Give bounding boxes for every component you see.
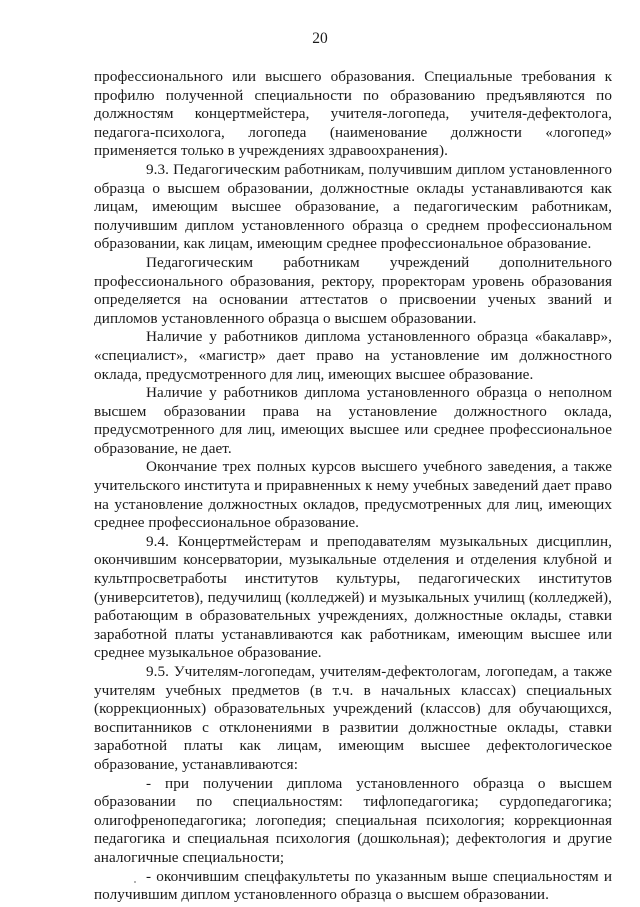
- list-item-special-faculties: - окончившим спецфакультеты по указанным выше специальностям и получившим диплом установленного образца о высшем образовании.: [94, 867, 612, 904]
- paragraph-9-5: 9.5. Учителям-логопедам, учителям-дефектологам, логопедам, а также учителям учебных предметов (в т.ч. в начальных классах) специальных (коррекционных) образовательных учреждений (классов) для обучающихся, воспитанников с отклонениями в развитии должностные оклады, ставки заработной платы как лицам, имеющим высшее дефектологическое образование, устанавливаются:: [94, 663, 612, 773]
- page-number: 20: [312, 30, 328, 47]
- scan-artifact: [134, 881, 136, 883]
- paragraph-9-3: 9.3. Педагогическим работникам, получившим диплом установленного образца о высшем образовании, должностные оклады устанавливаются как лицам, имеющим высшее образование, а педагогическим работникам, получившим диплом установленного образца о среднем профессиональном образовании, как лицам, имеющим среднее профессиональное образование.: [94, 160, 612, 253]
- paragraph-incomplete-higher: Наличие у работников диплома установленного образца о неполном высшем образовании права на установление должностного оклада, предусмотренного для лиц, имеющих высшее или среднее профессиональное образование, не дает.: [94, 384, 612, 457]
- paragraph-additional-education: Педагогическим работникам учреждений дополнительного профессионального образования, ректору, проректорам уровень образования определяется на основании аттестатов о присвоении ученых званий и дипломов установленного образца о высшем образовании.: [94, 253, 612, 327]
- paragraph-three-courses: Окончание трех полных курсов высшего учебного заведения, а также учительского института и приравненных к нему учебных заведений дает право на установление должностных окладов, предусмотренных для лиц, имеющих среднее профессиональное образование.: [94, 458, 612, 532]
- paragraph-bachelor-diploma: Наличие у работников диплома установленного образца «бакалавр», «специалист», «магистр» дает право на установление им должностного оклада, предусмотренного для лиц, имеющих высшее образование.: [94, 328, 612, 383]
- document-body: [94, 68, 612, 905]
- paragraph-9-4: 9.4. Концертмейстерам и преподавателям музыкальных дисциплин, окончившим консерватории, музыкальные отделения и отделения клубной и культпросветработы институтов культуры, педагогических институтов (университетов), педучилищ (колледжей) и музыкальных училищ (колледжей), работающим в образовательных учреждениях, должностные оклады, ставки заработной платы устанавливаются как работникам, имеющим высшее или среднее музыкальное образование.: [94, 532, 612, 662]
- list-item-specialties: - при получении диплома установленного образца о высшем образовании по специальностям: тифлопедагогика; сурдопедагогика; олигофренопедагогика; логопедия; специальная психология; коррекционная педагогика и специальная психология (дошкольная); дефектология и другие аналогичные специальности;: [94, 774, 612, 866]
- paragraph-continuation: профессионального или высшего образования. Специальные требования к профилю полученной специальности по образованию предъявляются по должностям концертмейстера, учителя-логопеда, учителя-дефектолога, педагога-психолога, логопеда (наименование должности «логопед» применяется только в учреждениях здравоохранения).: [94, 68, 612, 160]
